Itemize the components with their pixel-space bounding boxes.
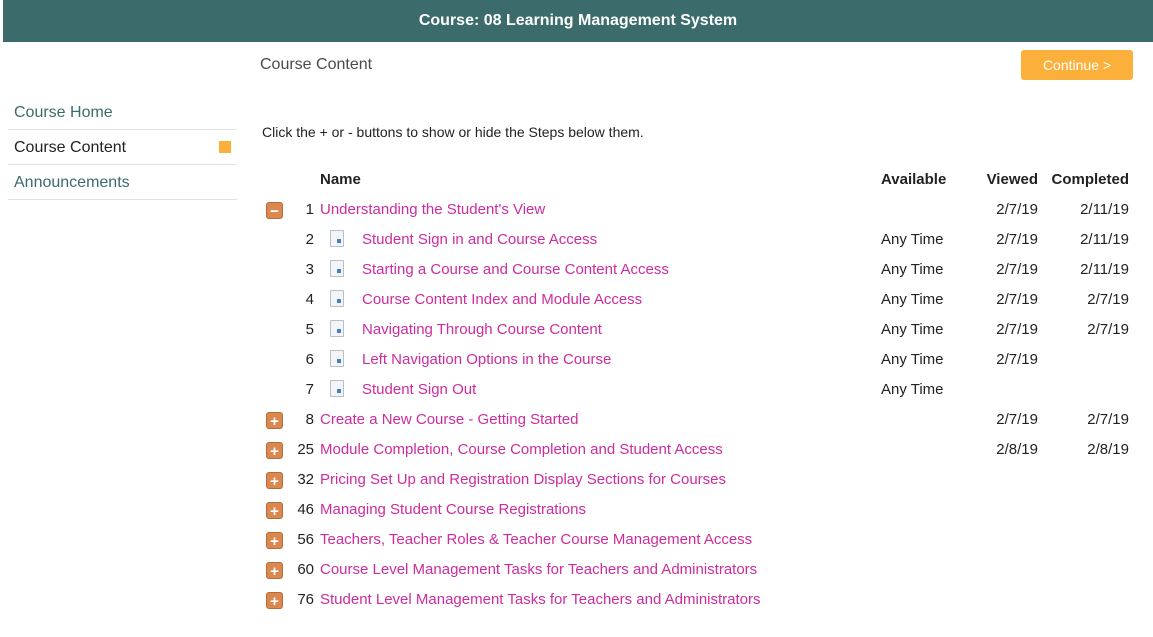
continue-button[interactable]: Continue >: [1021, 50, 1133, 80]
module-row: [260, 195, 1135, 225]
instructions-text: Click the + or - buttons to show or hide the Steps below them.: [262, 124, 644, 140]
header-available: Available: [881, 171, 947, 188]
module-row: [260, 585, 1135, 615]
viewed-cell: 2/7/19: [996, 291, 1038, 308]
row-number: 32: [297, 471, 314, 488]
content-link[interactable]: Pricing Set Up and Registration Display Sections for Courses: [320, 471, 727, 488]
document-icon: [330, 320, 344, 337]
module-row: [260, 555, 1135, 585]
content-link[interactable]: Left Navigation Options in the Course: [362, 351, 612, 368]
collapse-icon[interactable]: −: [266, 202, 283, 219]
available-cell: Any Time: [881, 351, 944, 368]
content-link[interactable]: Course Level Management Tasks for Teachers and Administrators: [320, 561, 758, 578]
expand-icon[interactable]: +: [266, 412, 283, 429]
step-row: [260, 225, 1135, 255]
expand-icon[interactable]: +: [266, 562, 283, 579]
row-number: 60: [297, 561, 314, 578]
expand-icon[interactable]: +: [266, 532, 283, 549]
content-link[interactable]: Managing Student Course Registrations: [320, 501, 586, 518]
available-cell: Any Time: [881, 321, 944, 338]
sidebar-item-course-home[interactable]: Course Home: [8, 95, 237, 130]
row-number: 2: [305, 231, 314, 248]
available-cell: Any Time: [881, 231, 944, 248]
row-number: 46: [297, 501, 314, 518]
module-row: [260, 495, 1135, 525]
completed-cell: 2/7/19: [1087, 291, 1129, 308]
row-number: 1: [305, 201, 314, 218]
expand-icon[interactable]: +: [266, 472, 283, 489]
viewed-cell: 2/8/19: [996, 441, 1038, 458]
active-indicator: [219, 141, 231, 153]
content-link[interactable]: Understanding the Student's View: [320, 201, 546, 218]
completed-cell: 2/7/19: [1087, 321, 1129, 338]
expand-icon[interactable]: +: [266, 502, 283, 519]
table-header: [260, 165, 1135, 195]
course-title-bar: Course: 08 Learning Management System: [3, 0, 1153, 42]
module-row: [260, 435, 1135, 465]
row-number: 6: [305, 351, 314, 368]
content-link[interactable]: Starting a Course and Course Content Access: [362, 261, 669, 278]
row-number: 8: [305, 411, 314, 428]
content-link[interactable]: Teachers, Teacher Roles & Teacher Course Management Access: [320, 531, 753, 548]
step-row: [260, 345, 1135, 375]
completed-cell: 2/11/19: [1080, 201, 1129, 218]
viewed-cell: 2/7/19: [996, 321, 1038, 338]
header-viewed: Viewed: [986, 171, 1038, 188]
viewed-cell: 2/7/19: [996, 351, 1038, 368]
content-link[interactable]: Student Level Management Tasks for Teachers and Administrators: [320, 591, 761, 608]
document-icon: [330, 350, 344, 367]
sidebar-item-label: Course Content: [14, 139, 127, 156]
completed-cell: 2/7/19: [1087, 411, 1129, 428]
content-link[interactable]: Course Content Index and Module Access: [362, 291, 643, 308]
step-row: [260, 285, 1135, 315]
content-link[interactable]: Student Sign Out: [362, 381, 477, 398]
document-icon: [330, 380, 344, 397]
viewed-cell: 2/7/19: [996, 201, 1038, 218]
course-content-table: [260, 165, 1135, 615]
document-icon: [330, 260, 344, 277]
step-row: [260, 375, 1135, 405]
module-row: [260, 405, 1135, 435]
sidebar-item-course-content[interactable]: [8, 130, 237, 165]
expand-icon[interactable]: +: [266, 592, 283, 609]
viewed-cell: 2/7/19: [996, 231, 1038, 248]
row-number: 7: [305, 381, 314, 398]
row-number: 5: [305, 321, 314, 338]
header-completed: Completed: [1051, 171, 1129, 188]
expand-icon[interactable]: +: [266, 442, 283, 459]
completed-cell: 2/11/19: [1080, 261, 1129, 278]
content-link[interactable]: Student Sign in and Course Access: [362, 231, 598, 248]
document-icon: [330, 230, 344, 247]
viewed-cell: 2/7/19: [996, 261, 1038, 278]
step-row: [260, 255, 1135, 285]
viewed-cell: 2/7/19: [996, 411, 1038, 428]
content-link[interactable]: Module Completion, Course Completion and Student Access: [320, 441, 723, 458]
header-name: Name: [320, 171, 361, 188]
completed-cell: 2/8/19: [1087, 441, 1129, 458]
row-number: 56: [297, 531, 314, 548]
available-cell: Any Time: [881, 261, 944, 278]
page-title: Course Content: [260, 56, 373, 73]
step-row: [260, 315, 1135, 345]
document-icon: [330, 290, 344, 307]
content-link[interactable]: Create a New Course - Getting Started: [320, 411, 579, 428]
row-number: 4: [305, 291, 314, 308]
row-number: 3: [305, 261, 314, 278]
row-number: 25: [297, 441, 314, 458]
module-row: [260, 465, 1135, 495]
module-row: [260, 525, 1135, 555]
available-cell: Any Time: [881, 291, 944, 308]
content-link[interactable]: Navigating Through Course Content: [362, 321, 602, 338]
available-cell: Any Time: [881, 381, 944, 398]
completed-cell: 2/11/19: [1080, 231, 1129, 248]
row-number: 76: [297, 591, 314, 608]
sidebar-item-announcements[interactable]: Announcements: [8, 165, 237, 200]
table-body: [260, 195, 1135, 615]
sidebar-nav: [8, 95, 237, 200]
